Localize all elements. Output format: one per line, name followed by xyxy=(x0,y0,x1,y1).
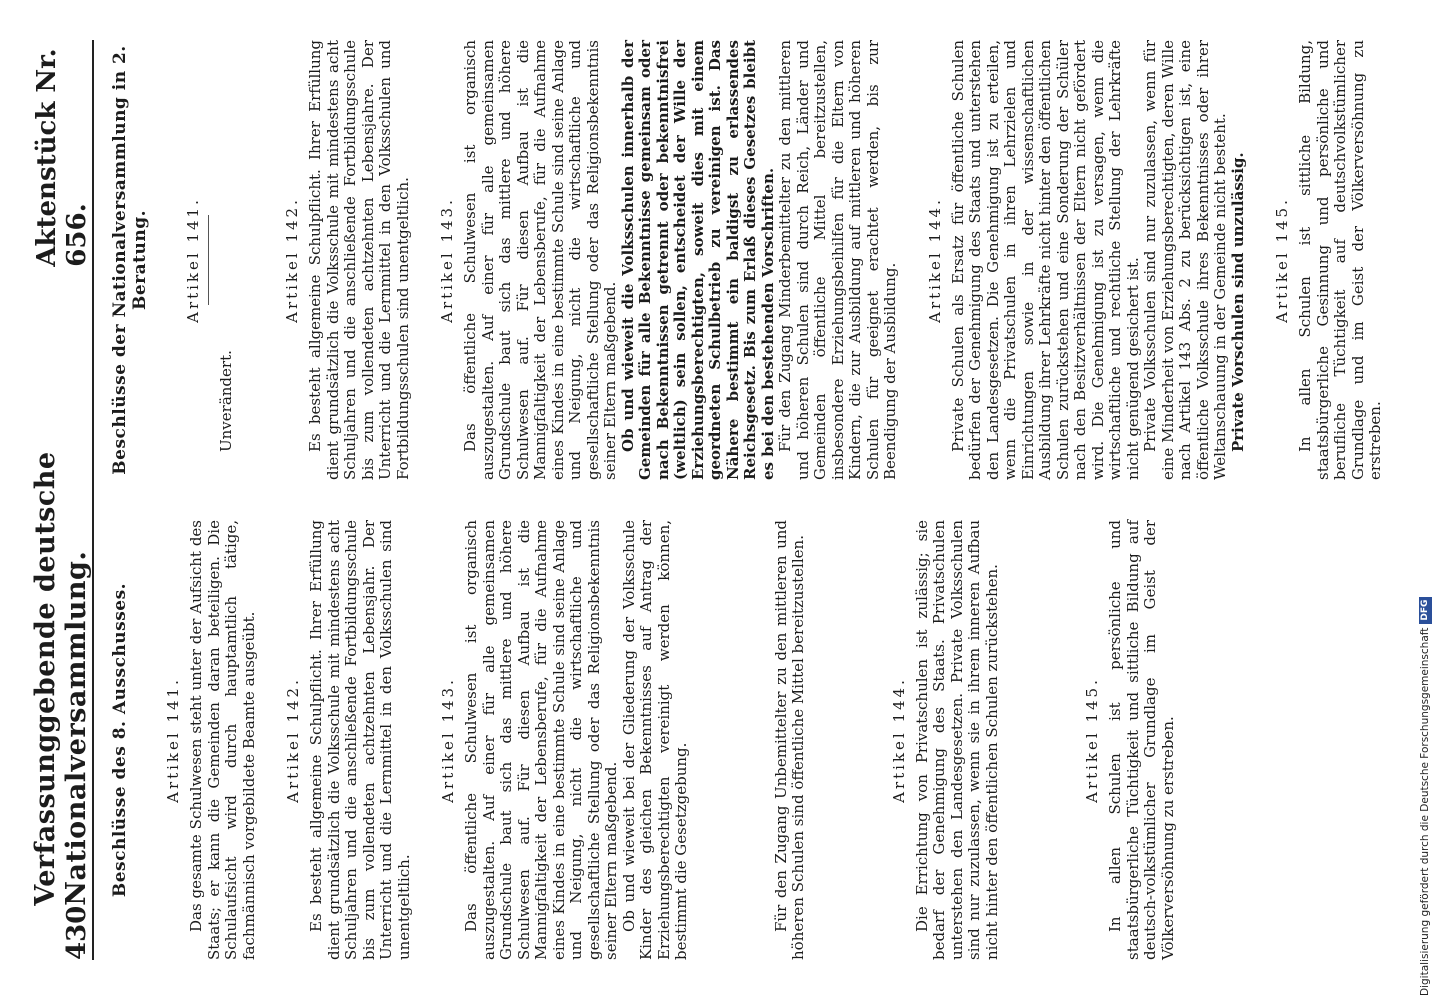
left-column-heading: Beschlüsse des 8. Ausschusses. xyxy=(110,582,130,898)
article-paragraph: Private Schulen als Ersatz für öffentliche Schulen bedürfen der Genehmigung des Staats und unterstehen den Landesgesetzen. Die Genehmigung ist zu erteilen, wenn die Privatschulen in ihren Lehrzielen und Einrichtungen sowie in der wissenschaftlichen Ausbildung ihrer Lehrkräfte nicht hinter den öffentlichen Schulen zurückstehen und eine Sonderung der Schüler nach den Besitzverhältnissen der Eltern nicht gefördert wird. Die Genehmigung ist zu versagen, wenn die wirtschaftliche und rechtliche Stellung der Lehrkräfte nicht genügend gesichert ist. xyxy=(948,40,1142,480)
article-paragraph: Für den Zugang Minderbemittelter zu den mittleren und höheren Schulen sind durch Reich, Länder und Gemeinden öffentliche Mittel bereitzustellen, insbesondere Erziehungsbeihilfen für die Eltern von Kindern, die zur Ausbildung auf mittleren und höheren Schulen für geeignet erachtet werden, bis zur Beendigung der Ausbildung. xyxy=(776,40,899,480)
right-article-143 xyxy=(438,40,900,480)
article-paragraph: Das öffentliche Schulwesen ist organisch auszugestalten. Auf einer für alle gemeinsamen Grundschule baut sich das mittlere und höhere Schulwesen auf. Für diesen Aufbau ist die Mannigfaltigkeit der Lebensberufe, für die Aufnahme eines Kindes in eine bestimmte Schule sind seine Anlage und Neigung, nicht die wirtschaftliche und gesellschaftliche Stellung oder das Religionsbekenntnis seiner Eltern maßgebend. xyxy=(462,520,620,960)
article-title: Artikel 145. xyxy=(1083,677,1101,803)
right-article-144 xyxy=(926,40,1248,480)
digitization-credit xyxy=(1418,6,1432,996)
right-article-145 xyxy=(1273,40,1385,480)
article-paragraph: In allen Schulen ist persönliche und staatsbürgerliche Tüchtigkeit und sittliche Bildung auf deutsch-volkstümlicher Grundlage im Geist der Völkerversöhnung zu erstreben. xyxy=(1106,520,1177,960)
article-paragraph: Private Volksschulen sind nur zuzulassen, wenn für eine Minderheit von Erziehungsberechtigten, deren Wille nach Artikel 143 Abs. 2 zu berücksichtigen ist, eine öffentliche Volksschule ihres Bekenntnisses oder ihrer Weltanschauung in der Gemeinde nicht besteht. xyxy=(1141,40,1229,480)
left-article-141 xyxy=(164,520,258,960)
article-paragraph: Es besteht allgemeine Schulpflicht. Ihrer Erfüllung dient grundsätzlich die Volksschule mit mindestens acht Schuljahren und die anschließende Fortbildungsschule bis zum vollendeten achtzehnten Lebensjahre. Der Unterricht und die Lernmittel in den Volksschulen und Fortbildungsschulen sind unentgeltlich. xyxy=(306,40,412,480)
article-paragraph: Ob und wieweit die Volksschulen innerhalb der Gemeinden für alle Bekenntnisse gemeinsam oder nach Bekenntnissen getrennt oder bekenntnisfrei (weltlich) sein sollen, entscheidet der Wille der Erziehungsberechtigten, soweit dies mit einem geordneten Schulbetrieb zu vereinigen ist. Das Nähere bestimmt ein baldigst zu erlassendes Reichsgesetz. Bis zum Erlaß dieses Gesetzes bleibt es bei den bestehenden Vorschriften. xyxy=(618,40,777,480)
right-article-142 xyxy=(283,40,412,480)
document-number: Aktenstück Nr. 656. xyxy=(32,48,92,267)
two-column-body xyxy=(104,40,1384,960)
article-paragraph: Das gesamte Schulwesen steht unter der Aufsicht des Staats; er kann die Gemeinden daran beteiligen. Die Schulaufsicht wird durch hauptamtlich tätige, fachmännisch vorgebildete Beamte ausgeübt. xyxy=(187,520,258,960)
article-paragraph: In allen Schulen ist sittliche Bildung, staatsbürgerliche Gesinnung und persönliche und berufliche Tüchtigkeit auf deutschvolkstümlicher Grundlage und im Geist der Völkerversöhnung zu erstreben. xyxy=(1296,40,1384,480)
article-title: Artikel 144. xyxy=(889,677,908,803)
running-title: Verfassunggebende deutsche Nationalversammlung. xyxy=(30,451,92,906)
right-article-141 xyxy=(184,40,235,480)
article-title: Artikel 141. xyxy=(164,677,182,803)
article-paragraph: Ob und wieweit bei der Gliederung der Volksschule Kinder des gleichen Bekenntnisses auf Antrag der Erziehungsberechtigten vereinigt werden können, bestimmt die Gesetzgebung. xyxy=(619,520,690,960)
page-header xyxy=(30,40,94,960)
dfg-logo: DFG xyxy=(1419,597,1432,624)
article-paragraph: Das öffentliche Schulwesen ist organisch auszugestalten. Auf einer für alle gemeinsamen Grundschule baut sich das mittlere und höhere Schulwesen auf. Für diesen Aufbau ist die Mannigfaltigkeit der Lebensberufe, für die Aufnahme eines Kindes in eine bestimmte Schule sind seine Anlage und Neigung, nicht die wirtschaftliche und gesellschaftliche Stellung oder das Religionsbekenntnis seiner Eltern maßgebend. xyxy=(461,40,619,480)
page-number: 430 xyxy=(62,905,92,960)
article-title: Artikel 144. xyxy=(925,197,944,323)
right-column-heading: Beschlüsse der Nationalversammlung in 2. Beratung. xyxy=(110,45,150,475)
article-title: Artikel 141. xyxy=(184,197,202,323)
article-paragraph: Es besteht allgemeine Schulpflicht. Ihrer Erfüllung dient grundsätzlich die Volksschule mit mindestens acht Schuljahren und die anschließende Fortbildungsschule bis zum vollendeten achtzehnten Lebensjahr. Der Unterricht und die Lernmittel in den Volksschulen sind unentgeltlich. xyxy=(307,520,413,960)
article-title: Artikel 142. xyxy=(284,677,302,803)
article-paragraph: Private Vorschulen sind unzulässig. xyxy=(1228,152,1247,452)
left-article-142 xyxy=(284,520,413,960)
article-title: Artikel 143. xyxy=(438,197,456,323)
article-title: Artikel 145. xyxy=(1273,197,1291,323)
article-title: Artikel 142. xyxy=(283,197,301,323)
left-column xyxy=(104,520,1385,960)
article-title: Artikel 143. xyxy=(439,677,457,803)
left-article-144 xyxy=(890,520,1002,960)
article-paragraph: Für den Zugang Unbemittelter zu den mittleren und höheren Schulen sind öffentliche Mittel bereitzustellen. xyxy=(771,520,807,960)
divider xyxy=(208,215,209,305)
left-article-143 xyxy=(439,520,808,960)
credit-text: Digitalisierung gefördert durch die Deutsche Forschungsgemeinschaft xyxy=(1419,627,1431,996)
right-column xyxy=(104,40,1385,480)
article-paragraph: Unverändert. xyxy=(217,350,235,452)
left-article-145 xyxy=(1083,520,1177,960)
article-paragraph: Die Errichtung von Privatschulen ist zulässig; sie bedarf der Genehmigung des Staats. Privatschulen unterstehen den Landesgesetzen. Private Volksschulen sind nur zuzulassen, wenn sie in ihrem inneren Aufbau nicht hinter den öffentlichen Schulen zurückstehen. xyxy=(912,520,1001,960)
